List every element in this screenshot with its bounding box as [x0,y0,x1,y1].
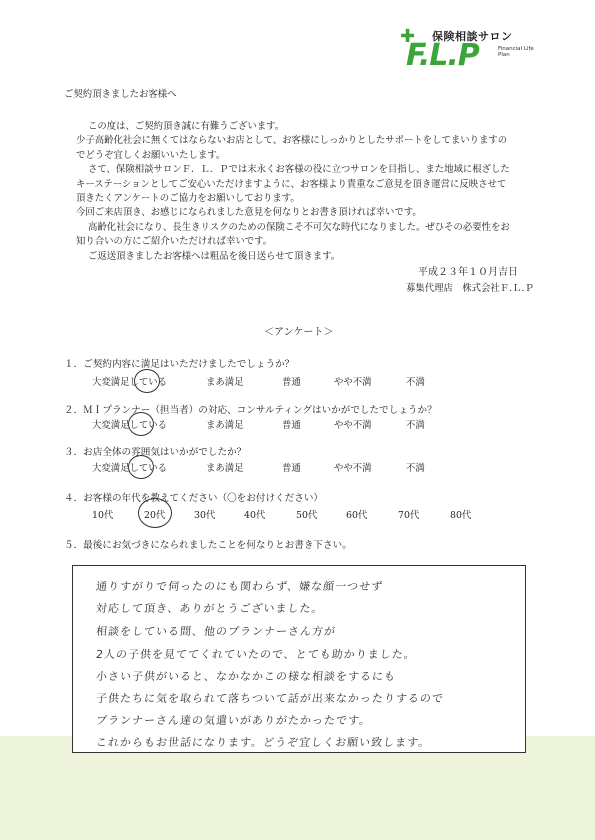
question-2: ２．ＭＩプランナー（担当者）の対応、コンサルティングはいかがでしたでしょうか？ [64,405,437,416]
logo-brand: F.L.P [406,38,479,73]
option-age-50s[interactable]: 50代 [296,510,318,521]
letter-line: 今回ご来店頂き、お感じになられました意見を何なりとお書き頂ければ幸いです。 [76,207,422,219]
date: 平成２３年１０月吉日 [418,267,518,278]
option-very-satisfied[interactable]: 大変満足している [92,377,168,388]
letter-body [76,120,546,264]
option-age-30s[interactable]: 30代 [194,510,216,521]
option-age-20s[interactable]: 20代 [144,510,166,521]
question-2-options [0,417,595,431]
handwritten-line: 対応して頂き、ありがとうございました。 [95,602,325,615]
letter-line: キーステーションとしてご安心いただけますように、お客様より貴重なご意見を頂き運営に反映させて [76,178,507,190]
question-1: １．ご契約内容に満足はいただけましたでしょうか？ [64,359,295,370]
option-age-60s[interactable]: 60代 [346,510,368,521]
option-somewhat-dissatisfied[interactable]: やや不満 [334,463,372,474]
option-very-satisfied[interactable]: 大変満足している [92,463,168,474]
option-somewhat-satisfied[interactable]: まあ満足 [206,463,244,474]
logo-sub-text: Financial Life Plan [498,46,534,58]
survey-title: ＜アンケート＞ [264,327,334,338]
selection-circle [128,412,154,436]
option-dissatisfied[interactable]: 不満 [406,377,425,388]
agent: 募集代理店 株式会社Ｆ.Ｌ.Ｐ [406,283,534,294]
option-somewhat-dissatisfied[interactable]: やや不満 [334,377,372,388]
option-dissatisfied[interactable]: 不満 [406,420,425,431]
selection-circle [138,498,172,528]
question-3-options [0,460,595,474]
option-age-10s[interactable]: 10代 [92,510,114,521]
flp-logo [396,26,556,78]
option-age-70s[interactable]: 70代 [398,510,420,521]
logo-top-text: 保険相談サロン [432,30,513,43]
option-neutral[interactable]: 普通 [282,463,301,474]
letter-line: ご返送頂きましたお客様へは粗品を後日送らせて頂きます。 [88,250,341,262]
handwritten-line: 相談をしている間、他のプランナーさん方が [95,625,337,638]
selection-circle [134,369,160,393]
handwritten-line: 子供たちに気を取られて落ちついて話が出来なかったりするので [95,692,445,705]
plus-icon: ✚ [400,26,416,47]
letter-line: でどうぞ宜しくお願いいたします。 [76,149,226,161]
option-neutral[interactable]: 普通 [282,420,301,431]
option-age-80s[interactable]: 80代 [450,510,472,521]
option-age-40s[interactable]: 40代 [244,510,266,521]
option-somewhat-dissatisfied[interactable]: やや不満 [334,420,372,431]
handwritten-line: 2人の子供を見ててくれていたので、とても助かりました。 [95,648,417,661]
question-4-options [0,507,595,521]
letter-line: さて、保険相談サロンＦ．Ｌ．Ｐでは末永くお客様の役に立つサロンを目指し、また地域に根ざした [88,164,510,176]
handwritten-line: これからもお世話になります。どうぞ宜しくお願い致します。 [95,736,431,749]
handwritten-line: プランナーさん達の気遣いがありがたかったです。 [95,714,372,727]
selection-circle [128,455,154,479]
option-dissatisfied[interactable]: 不満 [406,463,425,474]
option-neutral[interactable]: 普通 [282,377,301,388]
letter-line: 頂きたくアンケートのご協力をお願いしております。 [76,193,300,205]
question-4: ４．お客様の年代を教えてください（〇をお付けください） [64,493,324,504]
option-somewhat-satisfied[interactable]: まあ満足 [206,377,244,388]
option-somewhat-satisfied[interactable]: まあ満足 [206,420,244,431]
option-very-satisfied[interactable]: 大変満足している [92,420,168,431]
letter-line: 知り合いの方にご紹介いただければ幸いです。 [76,236,273,248]
letter-line: 高齢化社会になり、長生きリスクのための保険こそ不可欠な時代になりました。ぜひその必要性をお [88,221,510,233]
letter-line: 少子高齢化社会に無くてはならないお店として、お客様にしっかりとしたサポートをしてまいりますの [76,135,508,147]
handwritten-line: 小さい子供がいると、なかなかこの様な相談をするにも [95,670,397,683]
letter-line: この度は、ご契約頂き誠に有難うございます。 [88,121,285,132]
question-5: ５．最後にお気づきになられましたことを何なりとお書き下さい。 [64,540,352,551]
question-1-options [0,374,595,388]
greeting: ご契約頂きましたお客様へ [64,89,177,100]
handwritten-line: 通りすがりで伺ったのにも関わらず、嫌な顔一つせず [95,580,384,593]
question-3: ３．お店全体の雰囲気はいかがでしたか？ [64,447,247,458]
